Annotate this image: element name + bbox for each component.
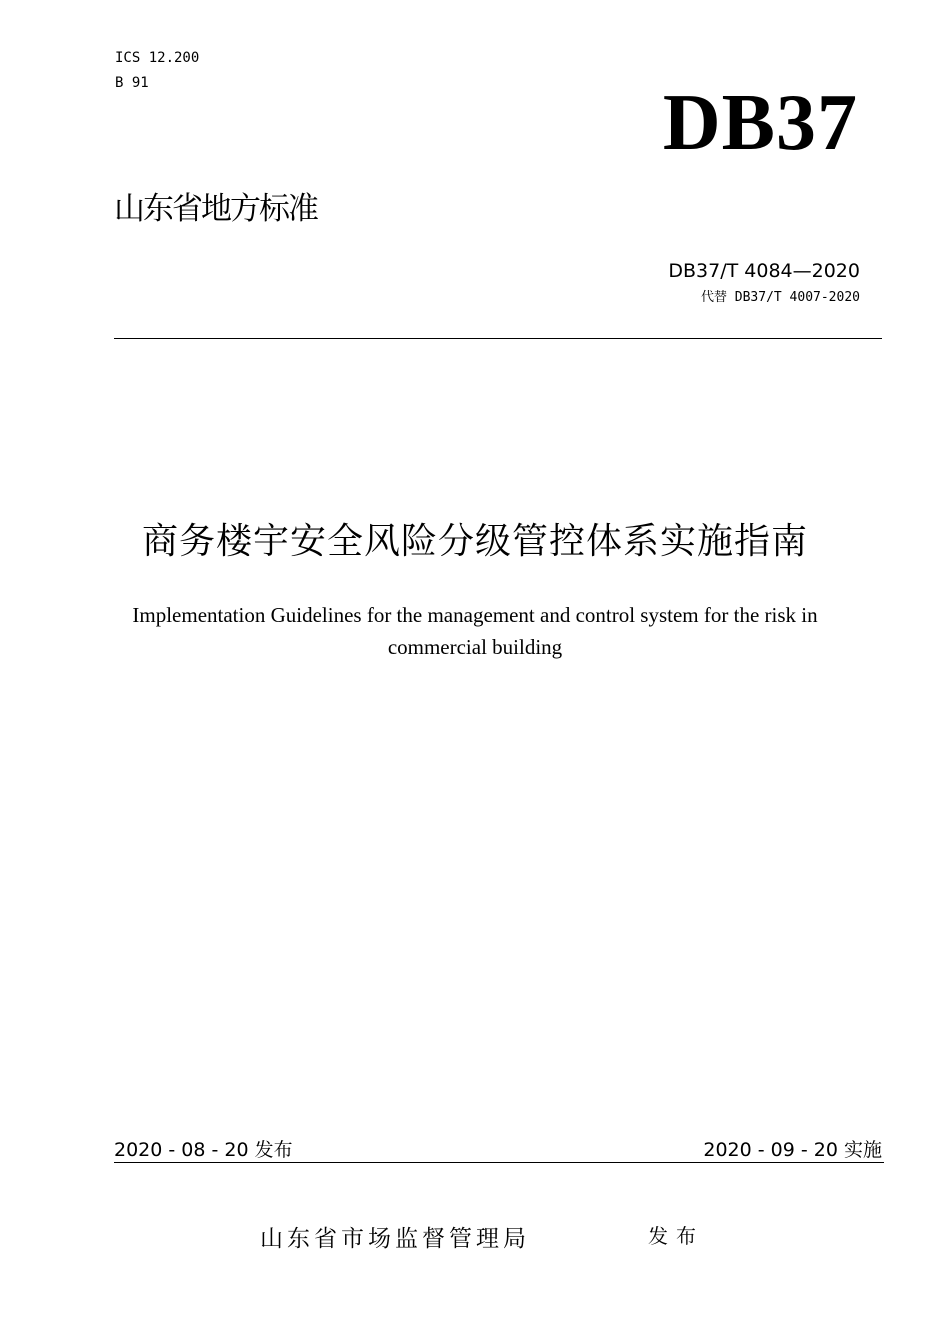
title-english (0, 599, 950, 663)
ccs-code: B 91 (115, 75, 149, 91)
ics-code: ICS 12.200 (115, 50, 200, 66)
header-divider (114, 338, 882, 339)
footer-divider (114, 1162, 884, 1163)
issuer: 山东省市场监督管理局 (260, 1226, 530, 1252)
replaces-note: 代替 DB37/T 4007-2020 (700, 290, 860, 305)
effective-date: 2020 - 09 - 20 实施 (703, 1139, 882, 1161)
publish-date: 2020 - 08 - 20 发布 (114, 1139, 293, 1161)
db-mark: DB37 (662, 79, 858, 167)
standard-number: DB37/T 4084—2020 (668, 260, 860, 282)
issued-label: 发布 (648, 1224, 704, 1248)
title-english-line-2: commercial building (387, 635, 563, 659)
title-english-line-1: Implementation Guidelines for the management and control system for the risk in (132, 603, 818, 627)
standard-type: 山东省地方标准 (114, 191, 317, 227)
title-chinese: 商务楼宇安全风险分级管控体系实施指南 (141, 521, 808, 562)
